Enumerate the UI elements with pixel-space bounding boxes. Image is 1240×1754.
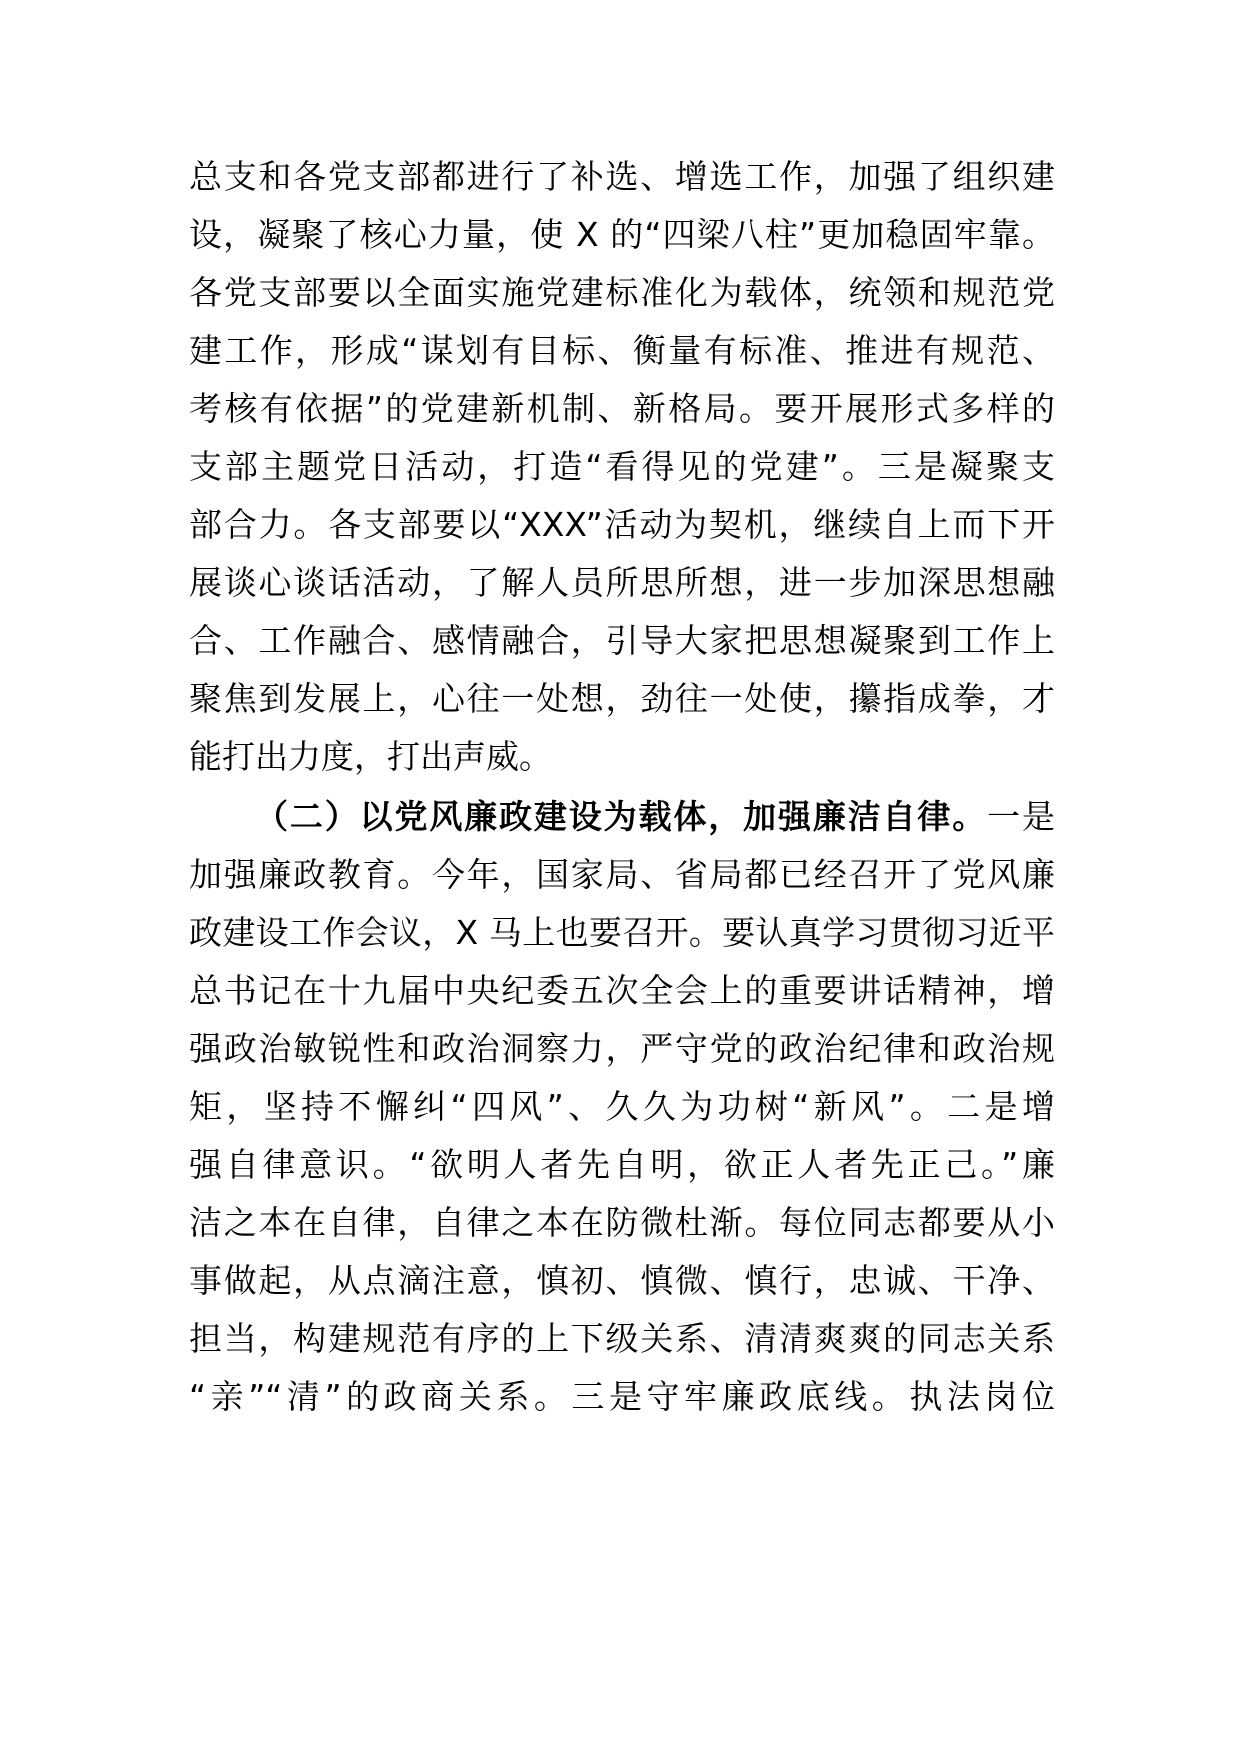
- text-line: 展谈心谈话活动，了解人员所思所想，进一步加深思想融: [189, 563, 1055, 602]
- text-line: 强政治敏锐性和政治洞察力，严守党的政治纪律和政治规: [189, 1029, 1055, 1068]
- text-line: 担当，构建规范有序的上下级关系、清清爽爽的同志关系: [189, 1319, 1055, 1358]
- text-line: 考核有依据”的党建新机制、新格局。要开展形式多样的: [189, 389, 1055, 428]
- text-line: 各党支部要以全面实施党建标准化为载体，统领和规范党: [189, 273, 1055, 312]
- text-line: 加强廉政教育。今年，国家局、省局都已经召开了党风廉: [189, 855, 1055, 894]
- section-heading-continuation: 一是: [987, 797, 1056, 836]
- text-line: 政建设工作会议，X 马上也要召开。要认真学习贯彻习近平: [189, 913, 1055, 952]
- section-heading: （二）以党风廉政建设为载体，加强廉洁自律。: [255, 797, 988, 836]
- text-line: “亲”“清”的政商关系。三是守牢廉政底线。执法岗位: [189, 1377, 1055, 1416]
- text-line: 强自律意识。“欲明人者先自明，欲正人者先正己。”廉: [189, 1145, 1055, 1184]
- text-line: 设，凝聚了核心力量，使 X 的“四梁八柱”更加稳固牢靠。: [189, 215, 1055, 254]
- text-line: 支部主题党日活动，打造“看得见的党建”。三是凝聚支: [189, 447, 1055, 486]
- paragraph-2-first-line: [255, 792, 1055, 842]
- text-line: 总支和各党支部都进行了补选、增选工作，加强了组织建: [189, 157, 1055, 196]
- text-line: 部合力。各支部要以“XXX”活动为契机，继续自上而下开: [189, 505, 1055, 544]
- text-line: 矩，坚持不懈纠“四风”、久久为功树“新风”。二是增: [189, 1087, 1055, 1126]
- text-line: 总书记在十九届中央纪委五次全会上的重要讲话精神，增: [189, 971, 1055, 1010]
- text-line: 建工作，形成“谋划有目标、衡量有标准、推进有规范、: [189, 331, 1055, 370]
- text-line: 洁之本在自律，自律之本在防微杜渐。每位同志都要从小: [189, 1203, 1055, 1242]
- text-line: 合、工作融合、感情融合，引导大家把思想凝聚到工作上: [189, 621, 1055, 660]
- text-line: 事做起，从点滴注意，慎初、慎微、慎行，忠诚、干净、: [189, 1261, 1055, 1300]
- text-line: 聚焦到发展上，心往一处想，劲往一处使，攥指成拳，才: [189, 679, 1055, 718]
- text-line: 能打出力度，打出声威。: [189, 737, 552, 776]
